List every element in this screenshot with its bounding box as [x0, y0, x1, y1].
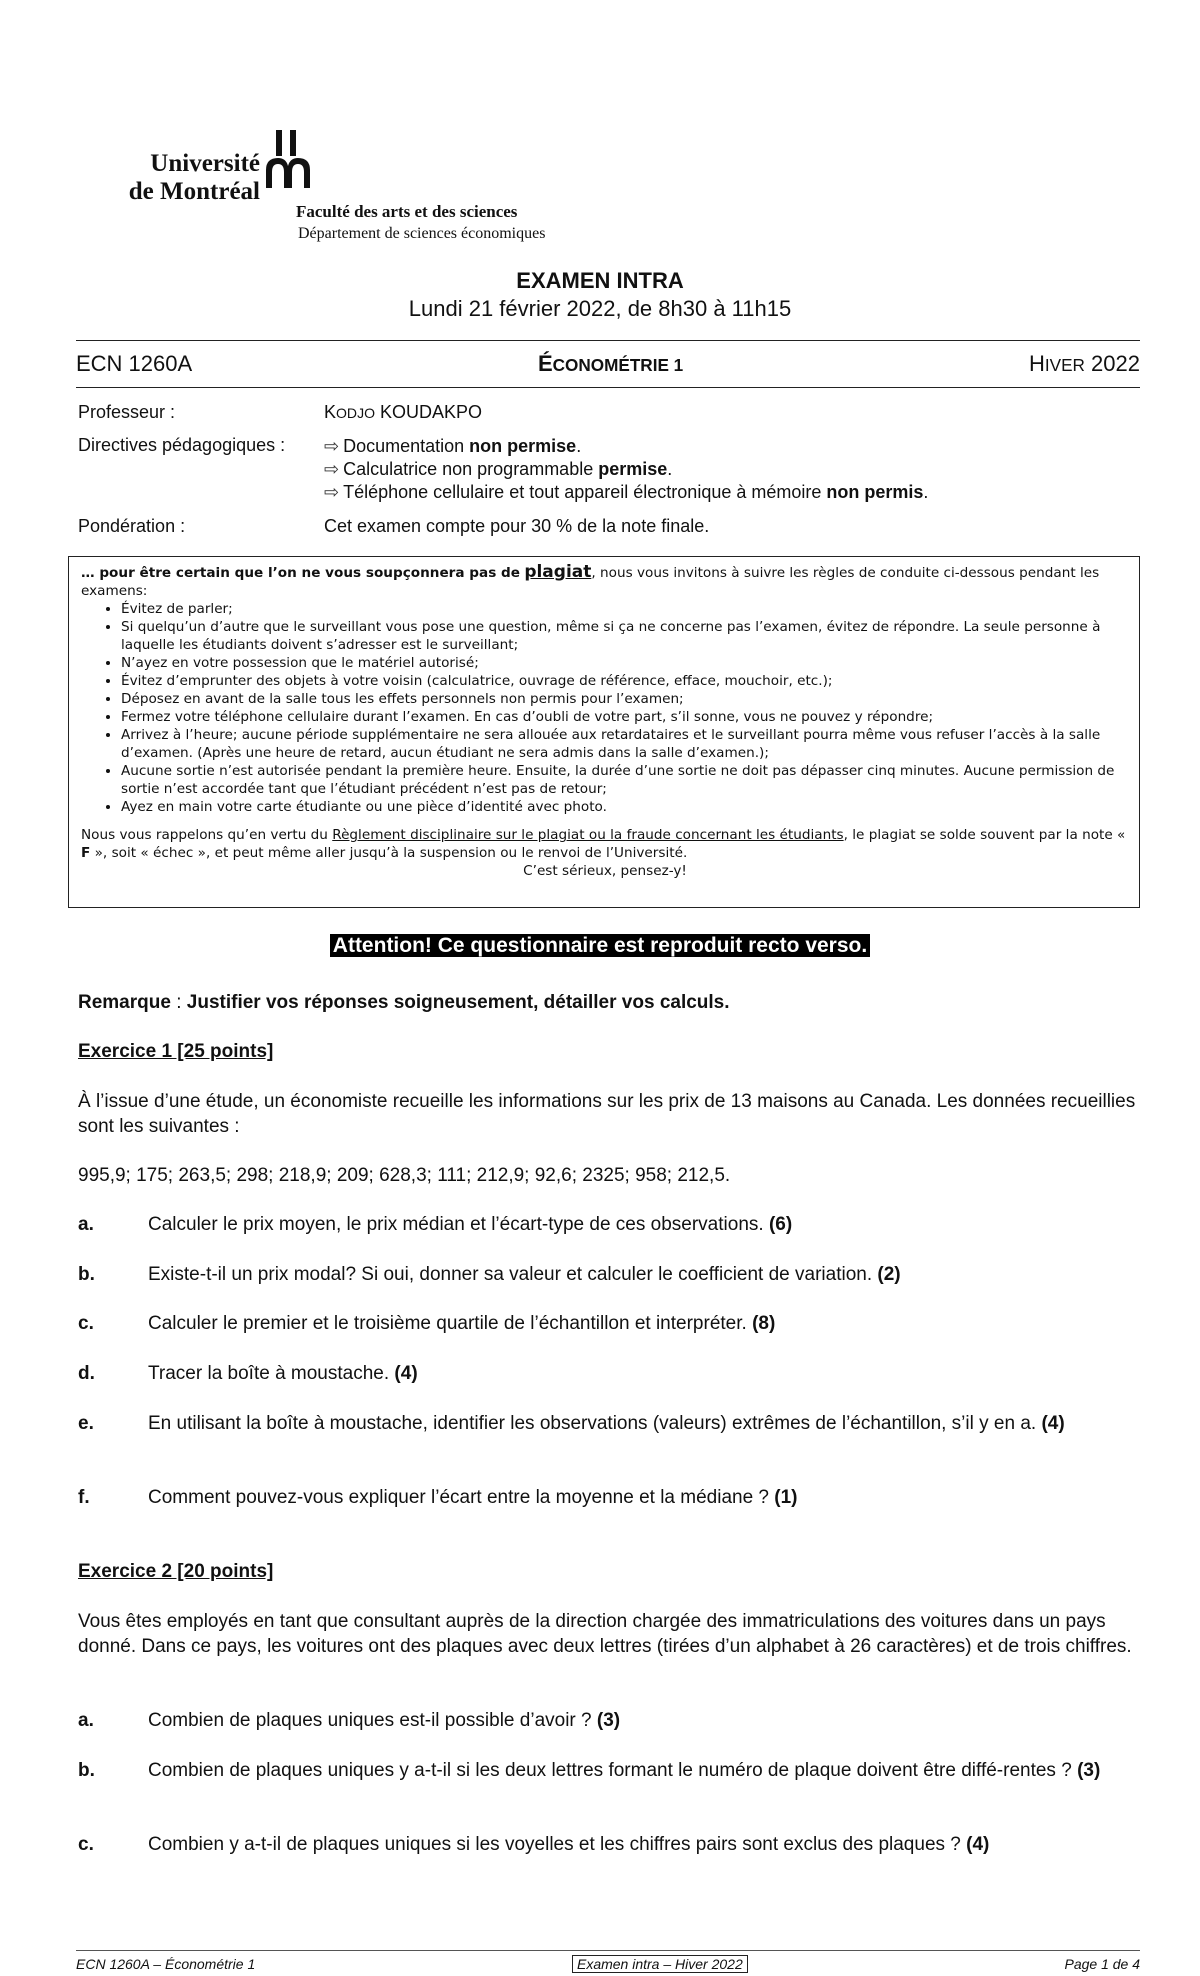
- question-label: b.: [78, 1264, 95, 1285]
- question-label: e.: [78, 1413, 94, 1434]
- course-term: [1029, 351, 1140, 377]
- question-label: a.: [78, 1214, 94, 1235]
- directive-text: Téléphone cellulaire et tout appareil électronique à mémoire: [343, 482, 827, 502]
- question-text: Tracer la boîte à moustache.: [148, 1363, 390, 1384]
- grade-f: F: [81, 845, 91, 861]
- university-name-line1: Université: [150, 150, 260, 177]
- rule-item: • Arrivez à l’heure; aucune période supplémentaire ne sera allouée aux retardataires et le surveillant pourra même vous refuser l’accès à la salle d’examen. (Après une heure de retard, aucun étudiant ne sera admis dans la salle d’examen.);: [121, 726, 1129, 762]
- professor-name: [324, 402, 482, 423]
- exercise-1-question-a: [78, 1212, 1140, 1237]
- directives-list: [324, 435, 928, 504]
- attention-banner: [0, 934, 1200, 958]
- rule-item: • Fermez votre téléphone cellulaire durant l’examen. En cas d’oubli de votre part, s’il sonne, vous ne pouvez y répondre;: [121, 708, 1129, 726]
- attention-text: Attention! Ce questionnaire est reproduit recto verso.: [330, 934, 870, 957]
- remark-label: Remarque: [78, 992, 171, 1013]
- exercise-1-question-b: [78, 1262, 1140, 1287]
- remark-separator: :: [170, 992, 187, 1013]
- weight-label: Pondération :: [78, 516, 186, 536]
- rules-footer-text: , le plagiat se solde souvent par la note «: [843, 827, 1126, 843]
- plagiarism-word: plagiat: [524, 562, 592, 582]
- question-points: (6): [768, 1214, 793, 1235]
- university-name: [100, 150, 260, 206]
- weight-row: [78, 516, 928, 537]
- remark-text: Justifier vos réponses soigneusement, détailler vos calculs.: [186, 992, 730, 1013]
- professor-initial: K: [324, 402, 337, 422]
- question-label: c.: [78, 1313, 94, 1334]
- question-text: Combien de plaques uniques y a-t-il si les deux lettres formant le numéro de plaque doivent être diffé-rentes ?: [148, 1760, 1072, 1781]
- question-label: c.: [78, 1834, 94, 1855]
- question-text: Calculer le premier et le troisième quartile de l’échantillon et interpréter.: [148, 1313, 747, 1334]
- question-points: (4): [394, 1363, 418, 1384]
- exercise-1-question-c: [78, 1311, 1140, 1336]
- exam-date: Lundi 21 février 2022, de 8h30 à 11h15: [408, 296, 792, 321]
- rules-footer-text: », soit « échec », et peut même aller jusqu’à la suspension ou le renvoi de l’Université.: [90, 845, 688, 861]
- question-points: (4): [966, 1834, 990, 1855]
- question-label: b.: [78, 1760, 95, 1781]
- rule-item: • Ayez en main votre carte étudiante ou une pièce d’identité avec photo.: [121, 798, 1129, 816]
- rule-item: • Aucune sortie n’est autorisée pendant la première heure. Ensuite, la durée d’une sortie ne doit pas dépasser cinq minutes. Aucune permission de sortie n’est accordée tant que l’étudiant précédent n’est pas de retour;: [121, 762, 1129, 798]
- rules-footer-text: Nous vous rappelons qu’en vertu du: [81, 827, 333, 843]
- exercise-1-question-e: [78, 1411, 1140, 1436]
- exercise-2-heading: Exercice 2 [20 points]: [78, 1561, 274, 1582]
- exercise-1-title: [78, 1039, 1140, 1064]
- question-points: (2): [877, 1264, 901, 1285]
- directive-end: .: [576, 436, 582, 456]
- exercise-1-data: 995,9; 175; 263,5; 298; 218,9; 209; 628,3; 111; 212,9; 92,6; 2325; 958; 212,5.: [78, 1165, 731, 1186]
- exercise-2-question-a: [78, 1708, 1140, 1733]
- rules-list: [81, 600, 1129, 816]
- footer-exam: Examen intra – Hiver 2022: [572, 1955, 748, 1973]
- question-label: a.: [78, 1710, 94, 1731]
- faculty-block: [296, 202, 545, 243]
- exercise-1-question-f: [78, 1485, 1140, 1510]
- course-name: [538, 351, 683, 377]
- university-name-line2: de Montréal: [128, 178, 260, 205]
- rules-intro-rest: , nous vous invitons à suivre les règles de conduite ci-dessous pendant les examens:: [81, 565, 1100, 599]
- professor-first-rest: ODJO: [336, 405, 375, 421]
- question-points: (8): [752, 1313, 776, 1334]
- question-text: Combien de plaques uniques est-il possible d’avoir ?: [148, 1710, 592, 1731]
- directive-text: Calculatrice non programmable: [343, 459, 599, 479]
- arrow-right-icon: ⇨: [324, 482, 340, 502]
- directive-emphasis: non permis: [826, 482, 924, 502]
- directive-emphasis: permise: [598, 459, 668, 479]
- rules-serious: C’est sérieux, pensez-y!: [523, 863, 687, 879]
- faculty-name: Faculté des arts et des sciences: [296, 202, 518, 221]
- question-label: d.: [78, 1363, 95, 1384]
- department-name: Département de sciences économiques: [298, 225, 546, 242]
- rule-item: • Déposez en avant de la salle tous les effets personnels non permis pour l’examen;: [121, 690, 1129, 708]
- course-name-initial: É: [537, 351, 553, 376]
- exercise-2-question-b: [78, 1758, 1140, 1783]
- question-text: Calculer le prix moyen, le prix médian et l’écart-type de ces observations.: [148, 1214, 764, 1235]
- rule-item: • N’ayez en votre possession que le matériel autorisé;: [121, 654, 1129, 672]
- professor-last: KOUDAKPO: [380, 402, 483, 422]
- directive-item: [324, 481, 928, 504]
- footer-course: ECN 1260A – Économétrie 1: [76, 1956, 256, 1972]
- exercise-1-question-d: [78, 1361, 1140, 1386]
- directive-end: .: [923, 482, 929, 502]
- directive-item: [324, 435, 928, 458]
- professor-row: [78, 402, 928, 423]
- rules-intro-bold: … pour être certain que l’on ne vous soupçonnera pas de: [81, 565, 520, 581]
- question-text: Comment pouvez-vous expliquer l’écart entre la moyenne et la médiane ?: [148, 1487, 769, 1508]
- term-rest: IVER: [1044, 355, 1085, 375]
- exam-title: EXAMEN INTRA: [516, 268, 684, 293]
- rules-intro: [81, 563, 1129, 600]
- exercise-2-title: [78, 1559, 1140, 1584]
- directive-end: .: [667, 459, 673, 479]
- footer-page-number: Page 1 de 4: [1064, 1956, 1140, 1972]
- exercise-1-intro: À l’issue d’une étude, un économiste recueille les informations sur les prix de 13 maisons au Canada. Les données recueillies sont les suivantes :: [78, 1091, 1136, 1137]
- exercise-2-question-c: [78, 1832, 1140, 1857]
- rule-item: • Évitez de parler;: [121, 600, 1129, 618]
- professor-label: Professeur :: [78, 402, 176, 422]
- directive-item: [324, 458, 928, 481]
- question-points: (1): [774, 1487, 798, 1508]
- regulation-link[interactable]: Règlement disciplinaire sur le plagiat ou la fraude concernant les étudiants: [332, 827, 844, 843]
- course-bar: [76, 340, 1140, 388]
- question-points: (3): [596, 1710, 621, 1731]
- directive-text: Documentation: [343, 436, 470, 456]
- rule-item: • Si quelqu’un d’autre que le surveillant vous pose une question, même si ça ne concerne pas l’examen, évitez de répondre. La seule personne à laquelle les étudiants doivent s’adresser est le surveillant;: [121, 618, 1129, 654]
- exercise-2-intro: Vous êtes employés en tant que consultant auprès de la direction chargée des immatriculations des voitures dans un pays donné. Dans ce pays, les voitures ont des plaques avec deux lettres (tirées d’un alphabet à 26 caractères) et de trois chiffres.: [78, 1611, 1132, 1657]
- directives-row: [78, 435, 928, 504]
- exam-info: [78, 402, 928, 549]
- rules-footer: [81, 826, 1129, 862]
- weight-text: Cet examen compte pour 30 % de la note finale.: [324, 516, 710, 536]
- question-points: (4): [1041, 1413, 1065, 1434]
- term-initial: H: [1028, 351, 1045, 376]
- question-points: (3): [1077, 1760, 1101, 1781]
- course-code: ECN 1260A: [76, 351, 193, 376]
- arrow-right-icon: ⇨: [324, 459, 340, 479]
- question-label: f.: [78, 1487, 90, 1508]
- exercise-1-heading: Exercice 1 [25 points]: [78, 1041, 274, 1062]
- page-footer: [76, 1950, 1140, 1973]
- arrow-right-icon: ⇨: [324, 436, 340, 456]
- question-text: En utilisant la boîte à moustache, identifier les observations (valeurs) extrêmes de l’échantillon, s’il y en a.: [148, 1413, 1037, 1434]
- course-name-rest: CONOMÉTRIE 1: [552, 355, 684, 375]
- question-text: Combien y a-t-il de plaques uniques si les voyelles et les chiffres pairs sont exclus des plaques ?: [148, 1834, 961, 1855]
- directive-emphasis: non permise: [469, 436, 577, 456]
- remark: [78, 990, 1140, 1015]
- question-text: Existe-t-il un prix modal? Si oui, donner sa valeur et calculer le coefficient de variation.: [148, 1264, 873, 1285]
- rule-item: • Évitez d’emprunter des objets à votre voisin (calculatrice, ouvrage de référence, efface, mouchoir, etc.);: [121, 672, 1129, 690]
- plagiarism-rules-box: [68, 556, 1140, 908]
- university-emblem-icon: [264, 130, 316, 190]
- directives-label: Directives pédagogiques :: [78, 435, 286, 455]
- term-year: 2022: [1091, 351, 1140, 376]
